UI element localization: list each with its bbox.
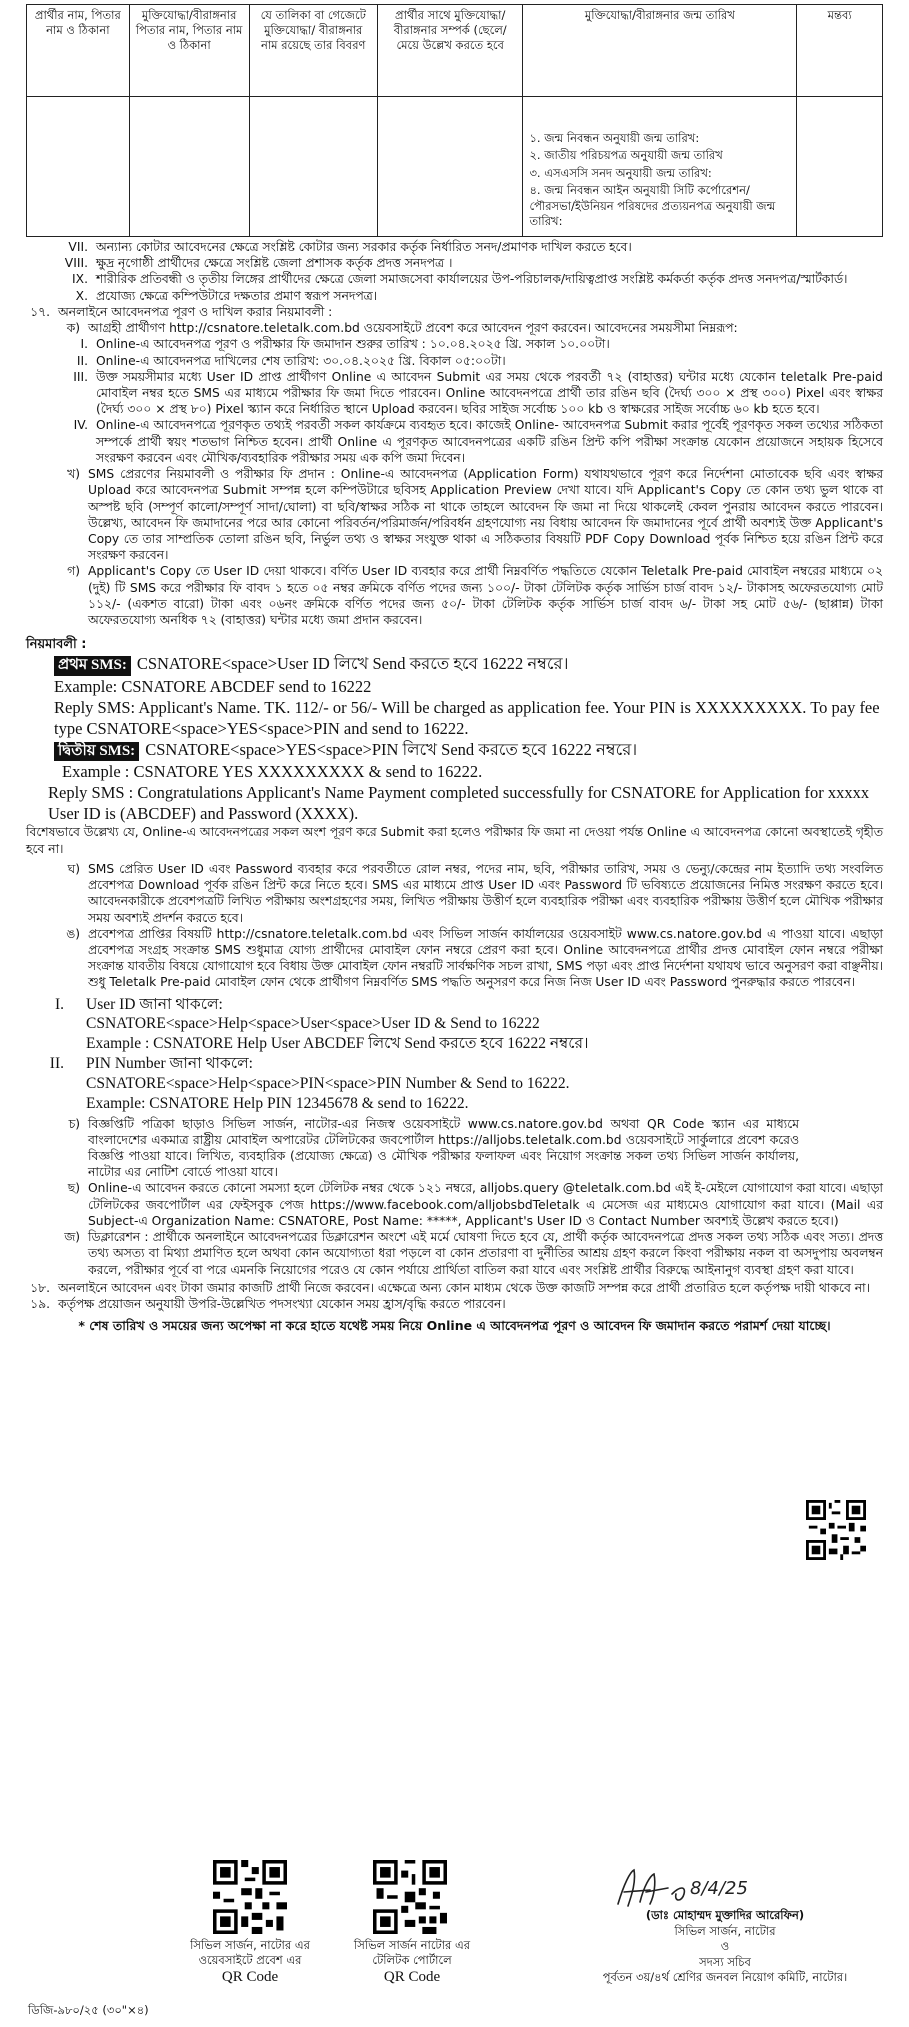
recover-title: User ID জানা থাকলে: [86, 995, 223, 1013]
item-marker: IV. [73, 418, 88, 433]
freedom-fighter-table [26, 4, 883, 237]
list-item [26, 239, 883, 255]
recover-line: CSNATORE<space>Help<space>PIN<space>PIN Number & Send to 16222. [86, 1074, 570, 1092]
qr-code-icon[interactable] [373, 1860, 447, 1934]
item-text: ডিক্লারেশন : প্রার্থীকে অনলাইনে আবেদনপত্রের ডিক্লারেশন অংশে এই মর্মে ঘোষণা দিতে হবে যে, প্রার্থী কর্তৃক আবেদনপত্রে প্রদত্ত সকল তথ্য সঠিক এবং সত্য। প্রদত্ত তথ্য অসত্য বা মিথ্যা প্রমাণিত হলে অথবা কোন অযোগ্যতা ধরা পড়লে বা কোন প্রতারণা বা দুর্নীতির আশ্রয় গ্রহণ করলে কিংবা পরীক্ষায় নকল বা অসদুপায় অবলম্বন করলে, পরীক্ষার পূর্বে বা পরে এমনকি নিয়োগের পরেও যে কোন পর্যায়ে প্রার্থিতা বাতিল করা যাবে এবং সংশ্লিষ্ট প্রার্থীর বিরুদ্ধে আইনানুগ ব্যবস্থা গ্রহণ করা যাবে। [88, 1230, 883, 1277]
table-cell [27, 97, 130, 237]
dob-item: ২. জাতীয় পরিচয়পত্র অনুযায়ী জন্ম তারিখ [529, 148, 723, 163]
sms-instructions [26, 653, 883, 824]
item-marker: ১৮. [30, 1280, 50, 1295]
item-text: বিজ্ঞপ্তিটি পত্রিকা ছাড়াও সিভিল সার্জন, নাটোর-এর নিজস্ব ওয়েবসাইটে www.cs.natore.gov.bd অথবা QR Code স্ক্যান এর মাধ্যমে বাংলাদেশের একমাত্র রাষ্ট্রীয় মোবাইল অপারেটর টেলিটকের জবপোর্টাল https://alljobs.teletalk.com.bd ওয়েবসাইটে সার্কুলারে প্রবেশ করেও বিজ্ঞপ্তি পাওয়া যাবে। লিখিত, ব্যবহারিক (প্রযোজ্য ক্ষেত্রে) ও মৌখিক পরীক্ষার ফলাফল এবং নিয়োগ সংক্রান্ত সকল তথ্য সিভিল সার্জন কার্যালয়, নাটোর এর নোটিশ বোর্ডে পাওয়া যাবে। [88, 1116, 799, 1180]
list-item [26, 271, 883, 287]
item-text: Online-এ আবেদন করতে কোনো সমস্যা হলে টেলিটক নম্বর থেকে ১২১ নম্বরে, alljobs.query @teletalk.com.bd এই ই-মেইলে যোগাযোগ করা যাবে। এছাড়া টেলিটকের জবপোর্টাল এর ফেইসবুক পেজ https://www.facebook.com/alljobsbdTeletalk এ মেসেজ এর মাধ্যমেও যোগাযোগ করা যাবে। (Mail এর Subject-এ Organization Name: CSNATORE, Post Name: *****, Applicant's User ID ও Contact Number অবশ্যই উল্লেখ করতে হবে।) [88, 1181, 883, 1228]
second-sms-badge: দ্বিতীয় SMS: [54, 742, 139, 761]
signer-and: ও [720, 1939, 730, 1954]
item-text: প্রবেশপত্র প্রাপ্তির বিষয়টি http://csnatore.teletalk.com.bd এবং সিভিল সার্জন কার্যালয়ের ওয়েবসাইট www.cs.natore.gov.bd এ পাওয়া যাবে। এছাড়া প্রবেশপত্র সংগ্রহ সংক্রান্ত SMS শুধুমাত্র যোগ্য প্রার্থীদের মোবাইল ফোন নম্বরে প্রেরণ করা হবে। Online আবেদনপত্রে প্রার্থীর প্রদত্ত মোবাইল ফোন নম্বরে পরীক্ষা সংক্রান্ত যাবতীয় বিষয়ে যোগাযোগ হবে বিধায় উক্ত মোবাইল ফোন নম্বরটি সার্বক্ষণিক সচল রাখা, SMS পড়া এবং প্রাপ্ত নির্দেশনা যথাযথ ভাবে অনুসরণ করা বাঞ্ছনীয়। শুধু Teletalk Pre-paid মোবাইল ফোন থেকে প্রার্থীগণ নিম্নবর্ণিত SMS পদ্ধতি অনুসরণ করে নিজ নিজ User ID এবং Password পুনরুদ্ধার করতে পারবেন। [88, 926, 883, 990]
signer-name: (ডাঃ মোহাম্মদ মুক্তাদির আরেফিন) [645, 1908, 805, 1922]
memo-number: ডিজি-৯৮০/২৫ (৩০"×৪) [28, 2003, 149, 2017]
item-marker: চ) [68, 1116, 80, 1131]
table-header-cell: মন্তব্য [797, 5, 883, 97]
second-sms-line: CSNATORE<space>YES<space>PIN লিখে Send করতে হবে 16222 নম্বরে। [145, 739, 638, 759]
section-17-heading [26, 304, 883, 320]
signer-role: সদস্য সচিব [699, 1954, 751, 1969]
table-header-row [27, 5, 883, 97]
item-marker: I. [80, 337, 88, 352]
item-text: অন্যান্য কোটার আবেদনের ক্ষেত্রে সংশ্লিষ্ট কোটার জন্য সরকার কর্তৃক নির্ধারিত সনদ/প্রমাণক দাখিল করতে হবে। [96, 240, 632, 254]
list-item-gha [26, 861, 883, 926]
item-text: অনলাইনে আবেদনপত্র পূরণ ও দাখিল করার নিয়মাবলী : [58, 304, 333, 319]
qr-code-icon[interactable] [806, 1500, 866, 1560]
item-marker: ছ) [67, 1181, 80, 1196]
qr-code-icon[interactable] [213, 1860, 287, 1934]
list-item-chha [26, 1180, 883, 1229]
item-marker: VII. [68, 240, 88, 254]
list-item-kha [26, 466, 883, 563]
table-header-cell: প্রার্থীর নাম, পিতার নাম ও ঠিকানা [27, 5, 130, 97]
dob-item: ১. জন্ম নিবন্ধন অনুযায়ী জন্ম তারিখ: [529, 130, 700, 145]
list-item-ka [26, 320, 883, 336]
recover-user-id [26, 995, 883, 1054]
first-sms-badge: প্রথম SMS: [54, 656, 131, 675]
list-item [26, 417, 883, 466]
item-marker: VIII. [64, 256, 88, 271]
signature-date: 8/4/25 [690, 1878, 748, 1899]
item-text: ক্ষুদ্র নৃগোষ্ঠী প্রার্থীদের ক্ষেত্রে সংশ্লিষ্ট জেলা প্রশাসক কর্তৃক প্রদত্ত সনদপত্র । [96, 256, 453, 271]
item-text: অনলাইনে আবেদন এবং টাকা জমার কাজটি প্রার্থী নিজে করবেন। এক্ষেত্রে অন্য কোন মাধ্যম থেকে উক্ত কাজটি সম্পন্ন করে প্রার্থী প্রতারিত হলে কর্তৃপক্ষ দায়ী থাকবে না। [58, 1280, 871, 1295]
table-header-cell: মুক্তিযোদ্ধা/বীরাঙ্গনার পিতার নাম, পিতার নাম ও ঠিকানা [129, 5, 249, 97]
item-marker: ১৭. [30, 304, 50, 319]
item-text: Online-এ আবেদনপত্রে পূরণকৃত তথ্যই পরবর্তী সকল কার্যক্রমে ব্যবহৃত হবে। কাজেই Online- আবেদনপত্র Submit করার পূর্বেই পূরণকৃত সকল তথ্যের সঠিকতা সম্পর্কে প্রার্থী স্বয়ং শতভাগ নিশ্চিত হবেন। প্রার্থী Online এ পূরণকৃত আবেদনপত্রের একটি রঙিন প্রিন্ট কপি পরীক্ষা সংক্রান্ত যেকোন প্রয়োজনে সহায়ক হিসেবে সংরক্ষণ করবেন এবং মৌখিক/ব্যবহারিক পরীক্ষার সময় এক কপি জমা দিবেন। [96, 418, 883, 465]
dob-item: ৩. এসএসসি সনদ অনুযায়ী জন্ম তারিখ: [529, 165, 712, 180]
rules-heading: নিয়মাবলী : [26, 637, 87, 653]
item-marker: III. [73, 369, 88, 384]
signer-title: সিভিল সার্জন, নাটোর [674, 1923, 776, 1938]
recover-example: Example: CSNATORE Help PIN 12345678 & send to 16222. [86, 1094, 469, 1112]
table-cell [377, 97, 523, 237]
recover-line: CSNATORE<space>Help<space>User<space>User ID & Send to 16222 [86, 1015, 540, 1033]
item-marker: জ) [64, 1230, 80, 1245]
item-marker: খ) [67, 467, 80, 482]
footer [0, 1858, 909, 2027]
dob-cell [523, 97, 797, 237]
table-header-cell: প্রার্থীর সাথে মুক্তিযোদ্ধা/ বীরাঙ্গনার সম্পর্ক (ছেলে/মেয়ে উল্লেখ করতে হবে [377, 5, 523, 97]
list-item-cha [26, 1116, 883, 1181]
table-cell [129, 97, 249, 237]
fee-note: বিশেষভাবে উল্লেখ্য যে, Online-এ আবেদনপত্রের সকল অংশ পূরণ করে Submit করা হলেও পরীক্ষার ফি জমা না দেওয়া পর্যন্ত Online এ আবেদনপত্র কোনো অবস্থাতেই গৃহীত হবে না। [26, 825, 883, 856]
item-text: উক্ত সময়সীমার মধ্যে User ID প্রাপ্ত প্রার্থীগণ Online এ আবেদন Submit এর সময় থেকে পরবর্তী ৭২ (বাহাত্তর) ঘন্টার মধ্যে যেকোন teletalk Pre-paid মোবাইল নম্বর হতে SMS এর মাধ্যমে পরীক্ষার ফি জমা দিতে পারবেন। Online আবেদনপত্রে প্রার্থী তার রঙিন ছবি (দৈর্ঘ্য ৩০০ × প্রস্থ ৩০০) Pixel এবং স্বাক্ষর (দৈর্ঘ্য ৩০০ × প্রস্থ ৮০) Pixel স্ক্যান করে নির্ধারিত স্থানে Upload করবেন। ছবির সাইজ সর্বোচ্চ ১০০ kb ও স্বাক্ষরের সাইজ সর্বোচ্চ ৬০ kb হতে হবে। [96, 369, 883, 417]
item-marker: ঘ) [67, 861, 80, 876]
qr-caption-text: সিভিল সার্জন নাটোর এর টেলিটক পোর্টালে [353, 1938, 471, 1967]
recover-pin [26, 1054, 883, 1113]
item-text: SMS প্রেরণের নিয়মাবলী ও পরীক্ষার ফি প্রদান : Online-এ আবেদনপত্র (Application Form) যথাযথভাবে পূরণ করে নির্দেশনা মোতাবেক ছবি এবং স্বাক্ষর Upload করে আবেদনপত্র Submit সম্পন্ন হলে কম্পিউটারে ছবিসহ Application Preview দেখা যাবে। যদি Applicant's Copy তে কোন তথ্য ভুল থাকে বা অস্পষ্ট ছবি (সম্পূর্ণ কালো/সম্পূর্ণ সাদা/ঘোলা) বা ছবি/স্বাক্ষর সঠিক না থাকে তাহলে আবেদন ফি জমা না দিয়ে থাকলেই কেবল পুনরায় আবেদন করতে পারবেন। উল্লেখ্য, আবেদন ফি জমাদানের পরে আর কোনো পরিবর্তন/পরিমার্জন/পরিবর্ধন গ্রহণযোগ্য নয় বিধায় আবেদন ফি জমাদানের পূর্বে প্রার্থী অবশ্যই উক্ত Applicant's Copy তে তার সাম্প্রতিক তোলা রঙিন ছবি, নির্ভুল তথ্য ও স্বাক্ষর সংযুক্ত থাকা এ সঠিকতার বিষয়টি PDF Copy Download পূর্বক নিশ্চিত হয়ে রঙিন প্রিন্ট করে সংরক্ষণ করবেন। [88, 467, 883, 563]
list-item [26, 369, 883, 418]
item-marker: গ) [67, 564, 80, 579]
section-19 [26, 1296, 883, 1312]
qr-label: QR Code [221, 1968, 279, 1985]
table-cell [797, 97, 883, 237]
item-marker: ক) [66, 321, 80, 336]
first-sms-example: Example: CSNATORE ABCDEF send to 16222 [54, 676, 372, 696]
table-row [27, 97, 883, 237]
qr-caption-website [180, 1938, 320, 1987]
list-item [26, 255, 883, 271]
signer-committee: পূর্বতন ৩য়/৪র্থ শ্রেণির জনবল নিয়োগ কমিটি, নাটোর। [602, 1970, 848, 1985]
list-item [26, 353, 883, 369]
item-marker: ঙ) [66, 926, 80, 941]
recover-title: PIN Number জানা থাকলে: [86, 1055, 253, 1073]
list-item [26, 288, 883, 304]
table-header-cell: মুক্তিযোদ্ধা/বীরাঙ্গনার জন্ম তারিখ [523, 5, 797, 97]
item-text: প্রযোজ্য ক্ষেত্রে কম্পিউটারে দক্ষতার প্রমাণ স্বরূপ সনদপত্র। [96, 288, 378, 303]
section-18 [26, 1280, 883, 1296]
list-item [26, 336, 883, 352]
item-marker: II. [49, 1055, 64, 1073]
recover-example: Example : CSNATORE Help User ABCDEF লিখে Send করতে হবে 16222 নম্বরে। [86, 1035, 589, 1053]
item-marker: II. [76, 353, 88, 368]
first-sms-reply: Reply SMS: Applicant's Name. TK. 112/- or 56/- Will be charged as application fee. Your PIN is XXXXXXXXX. To pay fee type CSNATORE<space>YES<space>PIN and send to 16222. [54, 697, 880, 738]
qr-caption-teletalk [342, 1938, 482, 1987]
list-item-ja [26, 1229, 883, 1278]
second-sms-reply: Reply SMS : Congratulations Applicant's Name Payment completed successfully for CSNATORE for Application for xxxxx User ID is (ABCDEF) and Password (XXXX). [48, 783, 870, 824]
item-marker: I. [54, 995, 64, 1013]
table-cell [249, 97, 377, 237]
item-text: কর্তৃপক্ষ প্রয়োজন অনুযায়ী উপরি-উল্লেখিত পদসংখ্যা যেকোন সময় হ্রাস/বৃদ্ধি করতে পারবেন। [58, 1297, 506, 1311]
item-marker: ১৯. [30, 1297, 50, 1311]
dob-item: ৪. জন্ম নিবন্ধন আইন অনুযায়ী সিটি কর্পোরেশন/পৌরসভা/ইউনিয়ন পরিষদের প্রত্যয়নপত্র অনুযায়ী জন্ম তারিখ: [529, 183, 776, 229]
deadline-warning: * শেষ তারিখ ও সময়ের জন্য অপেক্ষা না করে হাতে যথেষ্ট সময় নিয়ে Online এ আবেদনপত্র পূরণ ও আবেদন ফি জমাদান করতে পরামর্শ দেয়া যাচ্ছে। [78, 1318, 831, 1334]
signer-block [560, 1908, 890, 1986]
list-item-ga [26, 563, 883, 628]
item-text: শারীরিক প্রতিবন্ধী ও তৃতীয় লিঙ্গের প্রার্থীদের ক্ষেত্রে জেলা সমাজসেবা কার্যালয়ের উপ-পরিচালক/দায়িত্বপ্রাপ্ত সংশ্লিষ্ট কর্মকর্তা কর্তৃক প্রদত্ত সনদপত্র/স্মার্টকার্ড। [96, 272, 848, 287]
item-text: Applicant's Copy তে User ID দেয়া থাকবে। বর্ণিত User ID ব্যবহার করে প্রার্থী নিম্নবর্ণিত পদ্ধতিতে যেকোন Teletalk Pre-paid মোবাইল নম্বরের মাধ্যমে ০২ (দুই) টি SMS করে পরীক্ষার ফি বাবদ ১ হতে ০৫ নম্বর ক্রমিকে বর্ণিত পদের জন্য ১০০/- টাকা টেলিটক কর্তৃক সার্ভিস চার্জ বাবদ ১২/- টাকাসহ অফেরতযোগ্য মোট ১১২/- (একশত বারো) টাকা এবং ০৬নং ক্রমিকে বর্ণিত পদের জন্য ৫০/- টাকা টেলিটক কর্তৃক সার্ভিস চার্জ বাবদ ৬/- টাকা সহ মোট ৫৬/- (ছাপ্পান্ন) টাকা অফেরতযোগ্য অনধিক ৭২ (বাহাত্তর) ঘন্টার মধ্যে জমা প্রদান করবেন। [88, 564, 883, 628]
table-header-cell: যে তালিকা বা গেজেটে মুক্তিযোদ্ধা/ বীরাঙ্গনার নাম রয়েছে তার বিবরণ [249, 5, 377, 97]
item-text: Online-এ আবেদনপত্র পূরণ ও পরীক্ষার ফি জমাদান শুরুর তারিখ : ১০.০৪.২০২৫ খ্রি. সকাল ১০.০০টা। [96, 337, 610, 352]
item-text: Online-এ আবেদনপত্র দাখিলের শেষ তারিখ: ৩০.০৪.২০২৫ খ্রি. বিকাল ০৫:০০টা। [96, 353, 506, 368]
instructions-body [26, 239, 883, 1335]
second-sms-example: Example : CSNATORE YES XXXXXXXXX & send to 16222. [62, 762, 483, 782]
item-text: SMS প্রেরিত User ID এবং Password ব্যবহার করে পরবর্তীতে রোল নম্বর, পদের নাম, ছবি, পরীক্ষার তারিখ, সময় ও ভেন্যু/কেন্দ্রের নাম ইত্যাদি তথ্য সংবলিত প্রবেশপত্র Download পূর্বক রঙিন প্রিন্ট করে নিতে হবে। SMS এর মাধ্যমে প্রাপ্ত User ID এবং Password টি ভবিষ্যতে প্রয়োজনের নিমিত্ত সংরক্ষণ করতে হবে। আবেদনকারীকে প্রবেশপত্রটি লিখিত পরীক্ষায় অংশগ্রহণের সময়, লিখিত পরীক্ষায় উত্তীর্ণ হলে ব্যবহারিক পরীক্ষা এবং ব্যবহারিক পরীক্ষায় উত্তীর্ণ হলে মৌখিক পরীক্ষার সময় অবশ্যই প্রদর্শন করতে হবে। [88, 861, 883, 925]
item-marker: IX. [72, 272, 88, 287]
qr-label: QR Code [383, 1968, 441, 1985]
list-item-umo [26, 926, 883, 991]
qr-caption-text: সিভিল সার্জন, নাটোর এর ওয়েবসাইটে প্রবেশ এর [190, 1938, 310, 1967]
item-text: আগ্রহী প্রার্থীগণ http://csnatore.teletalk.com.bd ওয়েবসাইটে প্রবেশ করে আবেদন পূরণ করবেন। আবেদনের সময়সীমা নিম্নরূপ: [88, 321, 738, 336]
item-marker: X. [75, 288, 88, 303]
first-sms-line: CSNATORE<space>User ID লিখে Send করতে হবে 16222 নম্বরে। [136, 654, 569, 674]
